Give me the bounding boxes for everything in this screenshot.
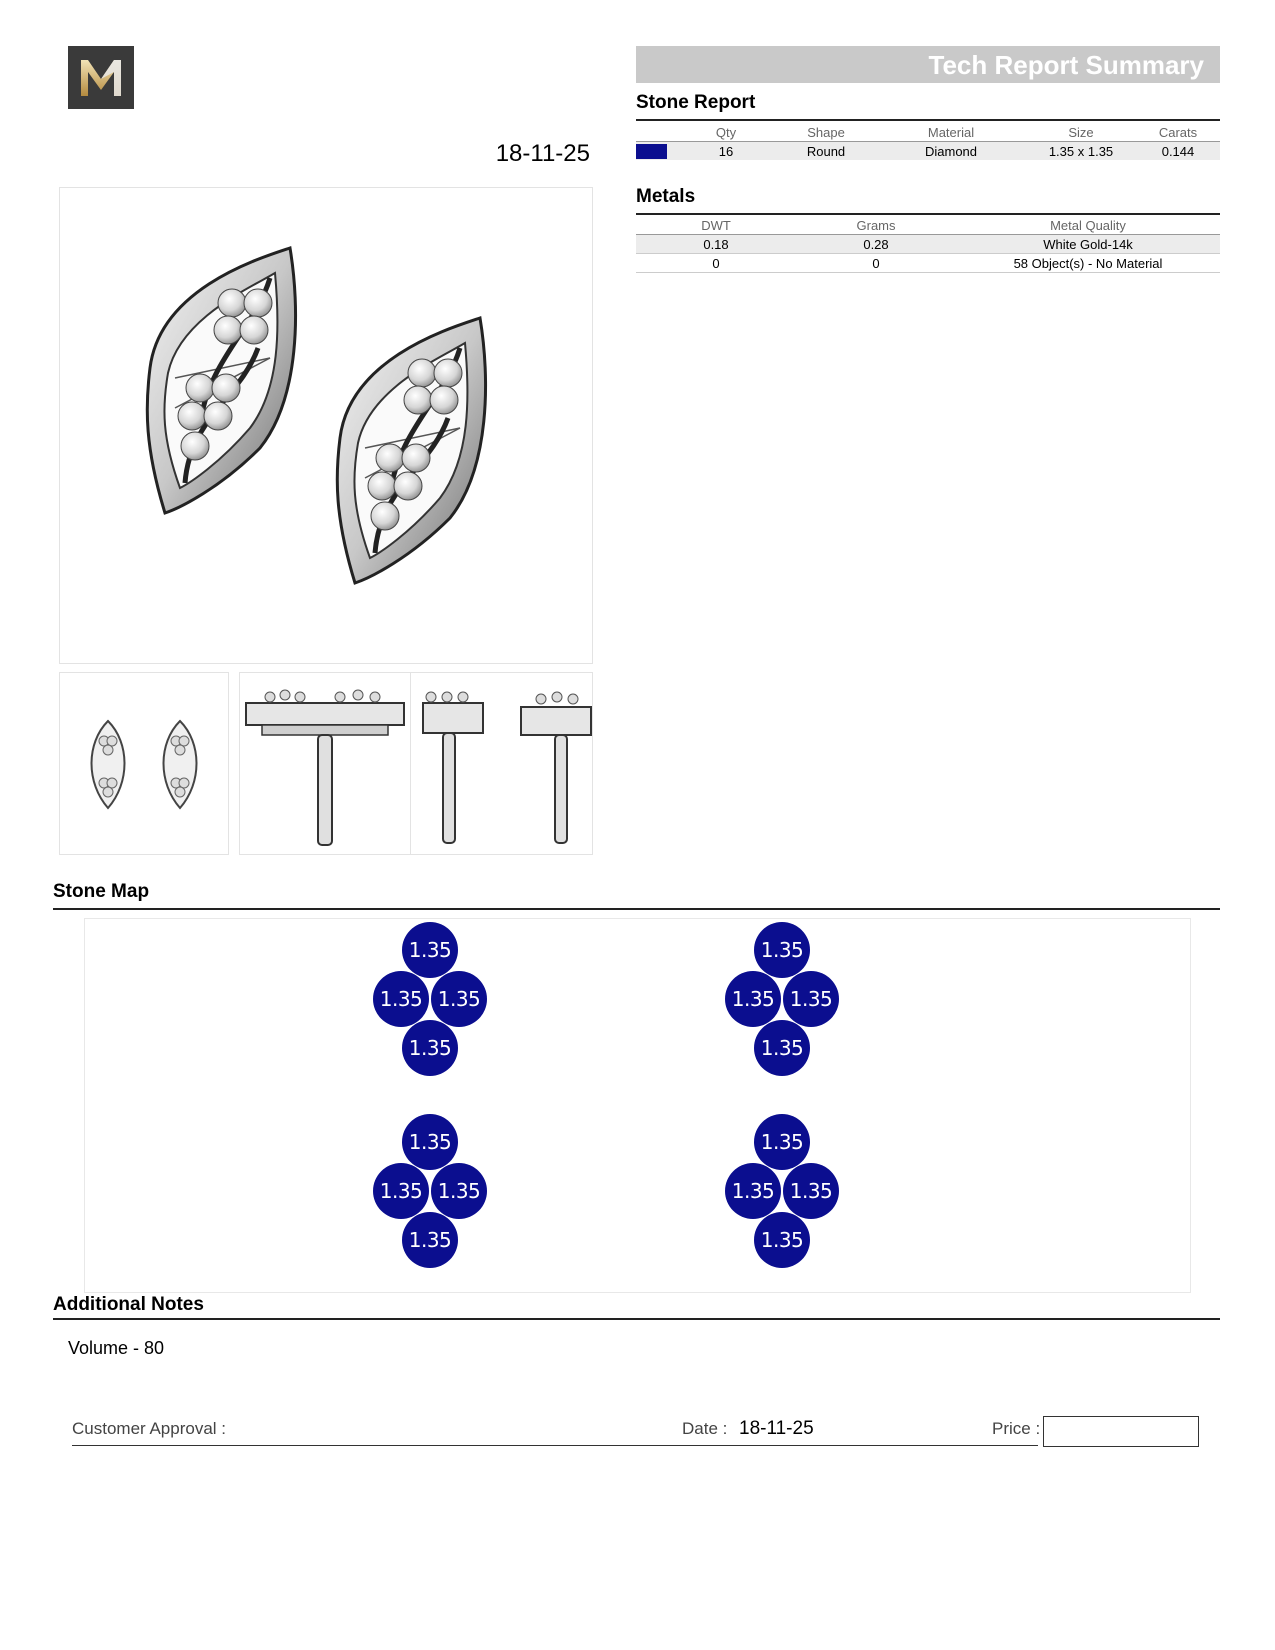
- cell-dwt: 0.18: [703, 236, 729, 252]
- price-label: Price :: [992, 1419, 1041, 1438]
- cell-qty: 16: [718, 143, 734, 159]
- divider: [636, 213, 1220, 215]
- approval-date-value: 18-11-25: [739, 1418, 814, 1439]
- col-carats: Carats: [1158, 124, 1198, 140]
- divider: [636, 119, 1220, 121]
- stone-marker: 1.35: [373, 971, 429, 1027]
- stone-marker: 1.35: [725, 1163, 781, 1219]
- stone-marker: 1.35: [754, 1020, 810, 1076]
- earring-pair-illustration: [60, 188, 592, 663]
- cell-carats: 0.144: [1161, 143, 1195, 159]
- customer-approval-label: Customer Approval :: [72, 1419, 227, 1438]
- stone-marker: 1.35: [431, 1163, 487, 1219]
- cell-grams: 0.28: [863, 236, 889, 252]
- col-metal-quality: Metal Quality: [1050, 217, 1126, 233]
- stone-marker: 1.35: [754, 1212, 810, 1268]
- stone-report-table: [636, 123, 1220, 160]
- cell-material: Diamond: [924, 143, 978, 159]
- cell-dwt: 0: [712, 255, 720, 271]
- cell-grams: 0: [872, 255, 880, 271]
- col-material: Material: [927, 124, 975, 140]
- stone-marker: 1.35: [373, 1163, 429, 1219]
- stone-marker: 1.35: [402, 922, 458, 978]
- col-grams: Grams: [856, 217, 896, 233]
- approval-date-label: Date :: [682, 1419, 728, 1438]
- table-row: [636, 235, 1220, 254]
- stone-map-panel: [84, 918, 1191, 1293]
- stone-marker: 1.35: [754, 1114, 810, 1170]
- approval-signature-line: [72, 1445, 1038, 1446]
- report-date: 18-11-25: [495, 140, 590, 167]
- report-title: Tech Report Summary: [928, 50, 1204, 80]
- stone-map-heading: Stone Map: [53, 881, 150, 902]
- stone-marker: 1.35: [402, 1020, 458, 1076]
- table-row: [636, 142, 1220, 161]
- notes-text: Volume - 80: [68, 1338, 165, 1358]
- metals-table: [636, 216, 1220, 273]
- cell-metal-quality: 58 Object(s) - No Material: [1013, 255, 1163, 271]
- divider: [53, 1318, 1220, 1320]
- additional-notes-heading: Additional Notes: [53, 1294, 204, 1315]
- cell-size: 1.35 x 1.35: [1048, 143, 1114, 159]
- stone-marker: 1.35: [431, 971, 487, 1027]
- stone-marker: 1.35: [754, 922, 810, 978]
- cell-shape: Round: [806, 143, 846, 159]
- thumbnail-side-view[interactable]: [239, 672, 411, 855]
- company-logo: [68, 46, 134, 109]
- stone-color-swatch: [636, 144, 667, 159]
- cell-metal-quality: White Gold-14k: [1043, 236, 1133, 252]
- stone-marker: 1.35: [783, 971, 839, 1027]
- table-row: [636, 254, 1220, 273]
- col-dwt: DWT: [701, 217, 731, 233]
- price-input-box[interactable]: [1043, 1416, 1199, 1447]
- metals-heading: Metals: [636, 186, 696, 207]
- divider: [53, 908, 1220, 910]
- stone-marker: 1.35: [783, 1163, 839, 1219]
- earring-render-main: [59, 187, 593, 664]
- col-qty: Qty: [715, 124, 737, 140]
- thumbnail-front-view[interactable]: [59, 672, 229, 855]
- col-size: Size: [1068, 124, 1094, 140]
- col-shape: Shape: [807, 124, 845, 140]
- report-title-bar: [636, 46, 1220, 83]
- stone-marker: 1.35: [402, 1114, 458, 1170]
- stone-marker: 1.35: [725, 971, 781, 1027]
- stone-marker: 1.35: [402, 1212, 458, 1268]
- stone-report-heading: Stone Report: [636, 92, 756, 113]
- thumbnail-profile-view[interactable]: [410, 672, 593, 855]
